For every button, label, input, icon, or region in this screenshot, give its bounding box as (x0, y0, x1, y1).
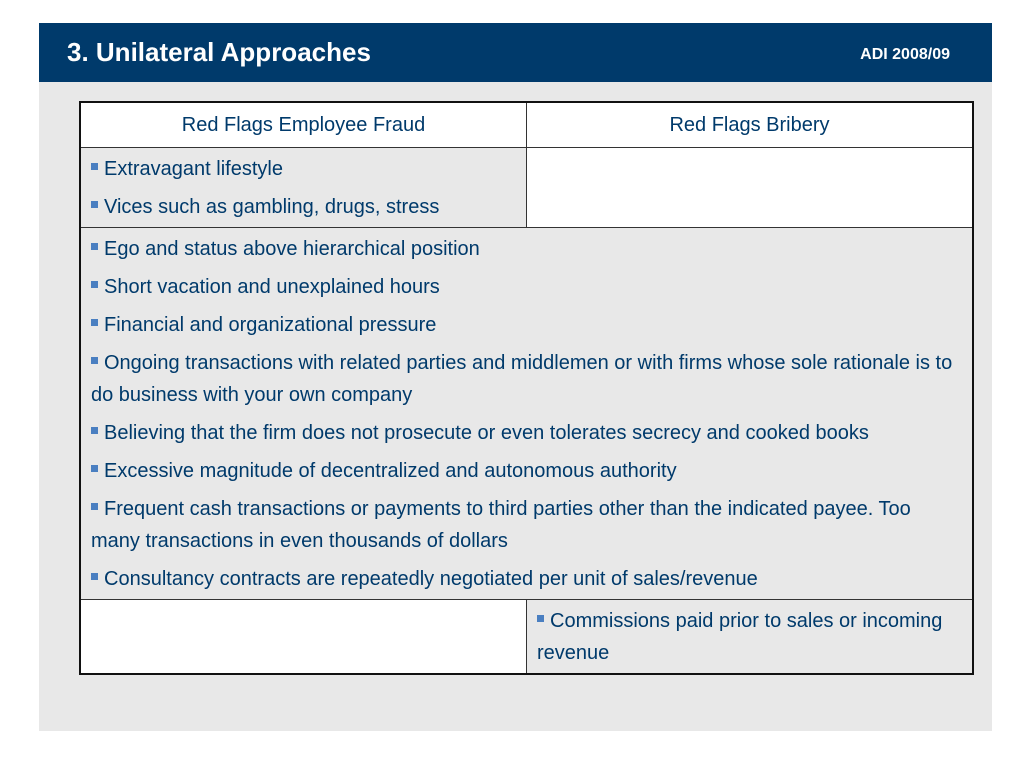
list-item (91, 417, 962, 449)
list-item-text: Ego and status above hierarchical position (104, 238, 480, 260)
square-bullet-icon (91, 243, 98, 250)
shared-cell (80, 228, 973, 600)
square-bullet-icon (91, 465, 98, 472)
list-item-text: Frequent cash transactions or payments to third parties other than the indicated payee. Too many transactions in even thousands of dollars (91, 498, 911, 552)
list-item-text: Consultancy contracts are repeatedly negotiated per unit of sales/revenue (104, 568, 758, 590)
red-flags-table (79, 101, 974, 675)
bribery-empty-cell (527, 148, 974, 228)
square-bullet-icon (537, 615, 544, 622)
list-item (91, 271, 962, 303)
table-row-bribery-only (80, 600, 973, 675)
list-item (537, 605, 962, 669)
list-item (91, 455, 962, 487)
bribery-only-cell (527, 600, 974, 675)
square-bullet-icon (91, 427, 98, 434)
list-item-text: Financial and organizational pressure (104, 314, 437, 336)
list-item-text: Extravagant lifestyle (104, 158, 283, 180)
list-item-text: Excessive magnitude of decentralized and autonomous authority (104, 460, 677, 482)
list-item-text: Vices such as gambling, drugs, stress (104, 196, 440, 218)
square-bullet-icon (91, 163, 98, 170)
employee-only-cell (80, 148, 527, 228)
shared-list (91, 233, 962, 595)
course-label: ADI 2008/09 (860, 46, 950, 63)
table-row-shared (80, 228, 973, 600)
slide-header (39, 23, 992, 82)
table-row-employee-only (80, 148, 973, 228)
square-bullet-icon (91, 319, 98, 326)
list-item-text: Short vacation and unexplained hours (104, 276, 440, 298)
column-header-employee-fraud: Red Flags Employee Fraud (80, 102, 527, 148)
square-bullet-icon (91, 357, 98, 364)
square-bullet-icon (91, 281, 98, 288)
employee-only-list (91, 153, 516, 223)
list-item (91, 347, 962, 411)
employee-empty-cell (80, 600, 527, 675)
list-item-text: Ongoing transactions with related parties and middlemen or with firms whose sole rationale is to do business with your own company (91, 352, 953, 406)
table-header-row (80, 102, 973, 148)
square-bullet-icon (91, 503, 98, 510)
list-item (91, 563, 962, 595)
list-item-text: Commissions paid prior to sales or incoming revenue (537, 610, 943, 664)
list-item (91, 153, 516, 185)
list-item (91, 233, 962, 265)
list-item (91, 493, 962, 557)
list-item (91, 309, 962, 341)
slide-title: 3. Unilateral Approaches (67, 37, 371, 67)
square-bullet-icon (91, 573, 98, 580)
list-item (91, 191, 516, 223)
square-bullet-icon (91, 201, 98, 208)
list-item-text: Believing that the firm does not prosecute or even tolerates secrecy and cooked books (104, 422, 869, 444)
column-header-bribery: Red Flags Bribery (527, 102, 974, 148)
bribery-only-list (537, 605, 962, 669)
